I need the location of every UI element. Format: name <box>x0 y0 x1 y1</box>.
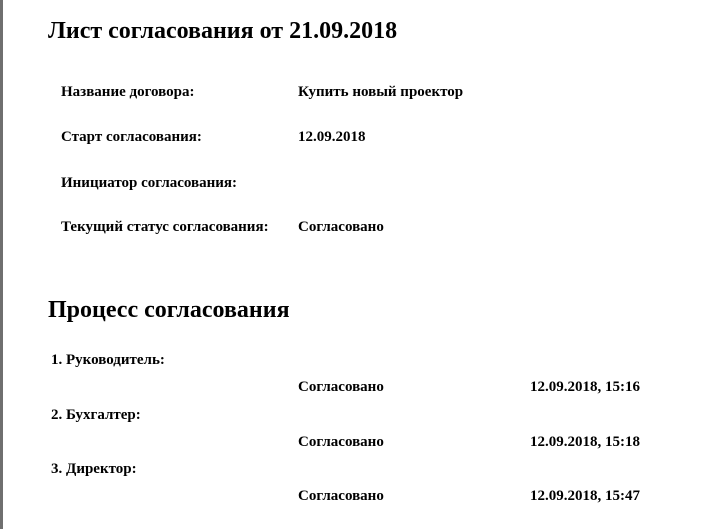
step-status: Согласовано <box>298 379 384 395</box>
step-status: Согласовано <box>298 488 384 504</box>
initiator-label: Инициатор согласования: <box>61 175 238 191</box>
contract-name-label: Название договора: <box>61 84 195 100</box>
page-left-edge <box>0 0 3 529</box>
step-title: 1. Руководитель: <box>51 352 165 368</box>
current-status-label: Текущий статус согласования: <box>61 219 269 235</box>
contract-name-value: Купить новый проектор <box>298 84 464 100</box>
step-status: Согласовано <box>298 434 384 450</box>
step-title: 3. Директор: <box>51 461 137 477</box>
process-section-title: Процесс согласования <box>48 297 290 323</box>
document-title: Лист согласования от 21.09.2018 <box>48 18 398 44</box>
current-status-value: Согласовано <box>298 219 384 235</box>
step-date: 12.09.2018, 15:47 <box>530 488 640 504</box>
approval-start-value: 12.09.2018 <box>298 129 366 145</box>
step-date: 12.09.2018, 15:16 <box>530 379 640 395</box>
step-date: 12.09.2018, 15:18 <box>530 434 640 450</box>
approval-start-label: Старт согласования: <box>61 129 202 145</box>
step-title: 2. Бухгалтер: <box>51 407 141 423</box>
